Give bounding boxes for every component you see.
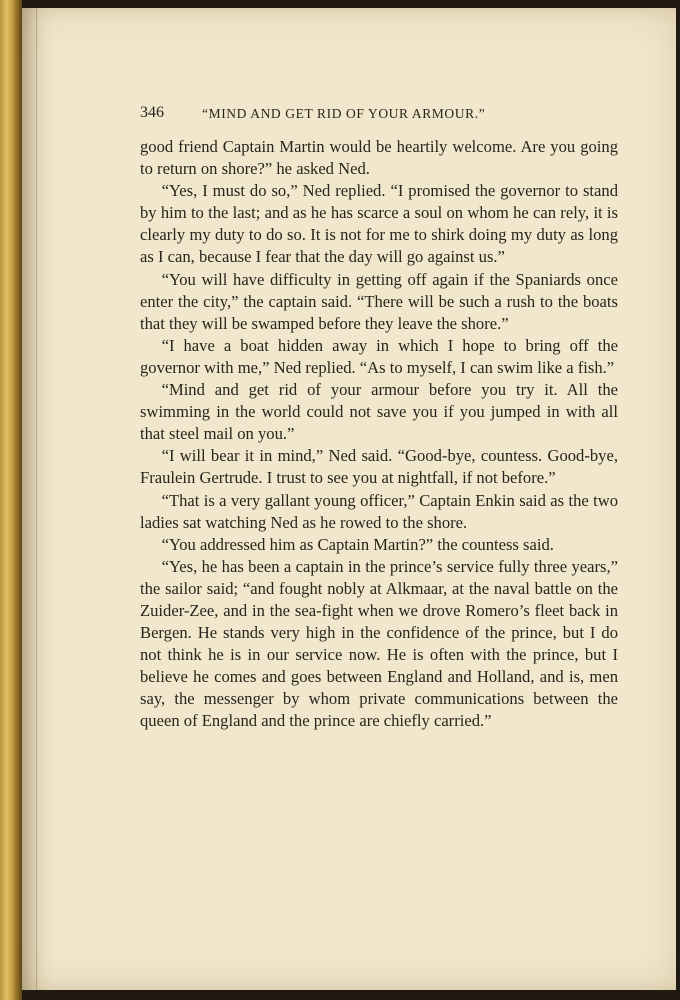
paragraph: good friend Captain Martin would be heartily welcome. Are you going to return on shore?” he asked Ned. (140, 137, 618, 179)
page-number: 346 (140, 104, 164, 121)
paragraph: “Yes, I must do so,” Ned replied. “I promised the governor to stand by him to the last; and as he has scarce a soul on whom he can rely, it is clearly my duty to do so. It is not for me to shirk doing my duty as long as I can, because I fear that the day will go against us.” (140, 181, 618, 267)
paragraph: “You addressed him as Captain Martin?” the countess said. (161, 534, 554, 554)
running-head: “MIND AND GET RID OF YOUR ARMOUR.” (202, 106, 486, 121)
paragraph: “You will have difficulty in getting off again if the Spaniards once enter the city,” the captain said. “There will be such a rush to the boats that they will be swamped before they leave the shore.” (140, 269, 618, 333)
paragraph: “I will bear it in mind,” Ned said. “Good-bye, countess. Good-bye, Fraulein Gertrude. I trust to see you at nightfall, if not before.” (140, 446, 618, 488)
gilt-page-edge (0, 0, 22, 1000)
body-text (140, 136, 618, 733)
gutter-line (36, 8, 37, 990)
paragraph: “Mind and get rid of your armour before you try it. All the swimming in the world could not save you if you jumped in with all that steel mail on you.” (140, 380, 618, 444)
page-header (140, 104, 620, 128)
paragraph: “I have a boat hidden away in which I hope to bring off the governor with me,” Ned replied. “As to myself, I can swim like a fish.” (140, 335, 618, 377)
paragraph: “Yes, he has been a captain in the prince’s service fully three years,” the sailor said; “and fought nobly at Alkmaar, at the naval battle on the Zuider-Zee, and in the sea-fight when we drove Romero’s fleet back in Bergen. He stands very high in the confidence of the prince, but I do not think he is in our service now. He is often with the prince, but I believe he comes and goes between England and Holland, and is, men say, the messenger by whom private communications between the queen of England and the prince are chiefly carried.” (140, 556, 618, 731)
paragraph: “That is a very gallant young officer,” Captain Enkin said as the two ladies sat watching Ned as he rowed to the shore. (140, 490, 618, 532)
